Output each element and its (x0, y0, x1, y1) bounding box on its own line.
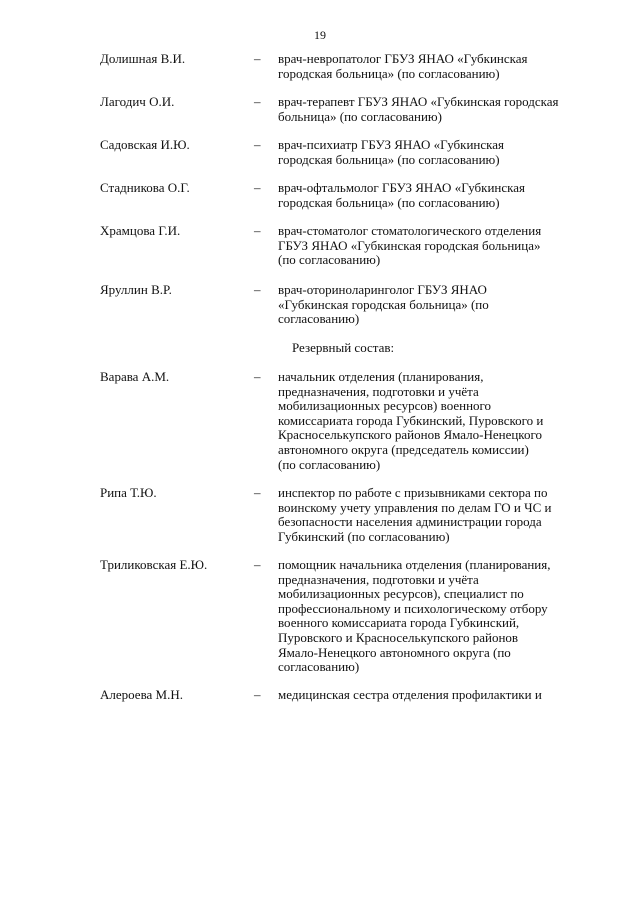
member-position (278, 688, 600, 703)
member-position (278, 224, 600, 268)
position-line: мобилизационных ресурсов) военного (278, 398, 492, 414)
position-line: военного комиссариата города Губкинский, (278, 615, 520, 631)
dash-separator: – (254, 180, 261, 195)
dash-separator: – (254, 557, 261, 572)
position-line: Пуровского и Красноселькупского районов (278, 629, 519, 645)
member-position (278, 558, 600, 675)
position-line: городская больница» (по согласованию) (278, 151, 500, 167)
position-line: (по согласованию) (278, 456, 381, 472)
dash-separator: – (254, 94, 261, 109)
position-line: Ямало-Ненецкого автономного округа (по (278, 644, 511, 660)
member-name: Долишная В.И. (100, 51, 186, 66)
page-number: 19 (314, 28, 326, 42)
dash-separator: – (254, 282, 261, 297)
position-line: предназначения, подготовки и учёта (278, 383, 479, 399)
member-name: Садовская И.Ю. (100, 137, 190, 152)
position-line: медицинская сестра отделения профилактики и (278, 687, 542, 702)
member-position (278, 95, 600, 124)
member-name: Лагодич О.И. (100, 94, 175, 109)
dash-separator: – (254, 485, 261, 500)
dash-separator: – (254, 51, 261, 66)
position-line: врач-невропатолог ГБУЗ ЯНАО «Губкинская (278, 51, 528, 66)
position-line: начальник отделения (планирования, (278, 369, 484, 384)
position-line: согласованию) (278, 659, 360, 675)
position-line: врач-офтальмолог ГБУЗ ЯНАО «Губкинская (278, 180, 526, 195)
position-line: городская больница» (по согласованию) (278, 194, 500, 210)
member-name: Триликовская Е.Ю. (100, 557, 208, 572)
member-position (278, 283, 600, 327)
position-line: помощник начальника отделения (планирования, (278, 557, 551, 572)
member-position (278, 138, 600, 167)
member-name: Стадникова О.Г. (100, 180, 190, 195)
member-name: Варава А.М. (100, 369, 170, 384)
member-name: Алероева М.Н. (100, 687, 184, 702)
position-line: комиссариата города Губкинский, Пуровского и (278, 412, 544, 428)
position-line: мобилизационных ресурсов), специалист по (278, 586, 524, 602)
position-line: Губкинский (по согласованию) (278, 528, 450, 544)
member-name: Храмцова Г.И. (100, 223, 181, 238)
position-line: безопасности населения администрации города (278, 514, 542, 530)
position-line: врач-терапевт ГБУЗ ЯНАО «Губкинская городская (278, 94, 559, 109)
dash-separator: – (254, 223, 261, 238)
member-name: Яруллин В.Р. (100, 282, 172, 297)
position-line: Красноселькупского районов Ямало-Ненецкого (278, 427, 542, 443)
position-line: профессиональному и психологическому отбору (278, 600, 548, 616)
member-position (278, 52, 600, 81)
position-line: согласованию) (278, 311, 360, 327)
member-position (278, 370, 600, 472)
position-line: врач-оториноларинголог ГБУЗ ЯНАО (278, 282, 487, 297)
position-line: городская больница» (по согласованию) (278, 65, 500, 81)
position-line: «Губкинская городская больница» (по (278, 296, 489, 312)
member-position (278, 181, 600, 210)
member-name: Рипа Т.Ю. (100, 485, 157, 500)
position-line: врач-стоматолог стоматологического отделения (278, 223, 542, 238)
dash-separator: – (254, 687, 261, 702)
position-line: ГБУЗ ЯНАО «Губкинская городская больница» (278, 237, 541, 253)
position-line: автономного округа (председатель комиссии) (278, 441, 529, 457)
dash-separator: – (254, 137, 261, 152)
position-line: предназначения, подготовки и учёта (278, 571, 479, 587)
member-position (278, 486, 600, 544)
dash-separator: – (254, 369, 261, 384)
position-line: больница» (по согласованию) (278, 108, 442, 124)
position-line: врач-психиатр ГБУЗ ЯНАО «Губкинская (278, 137, 505, 152)
reserve-composition-heading: Резервный состав: (292, 340, 395, 355)
position-line: (по согласованию) (278, 252, 381, 268)
position-line: инспектор по работе с призывниками сектора по (278, 485, 548, 500)
position-line: воинскому учету управления по делам ГО и ЧС и (278, 499, 552, 515)
